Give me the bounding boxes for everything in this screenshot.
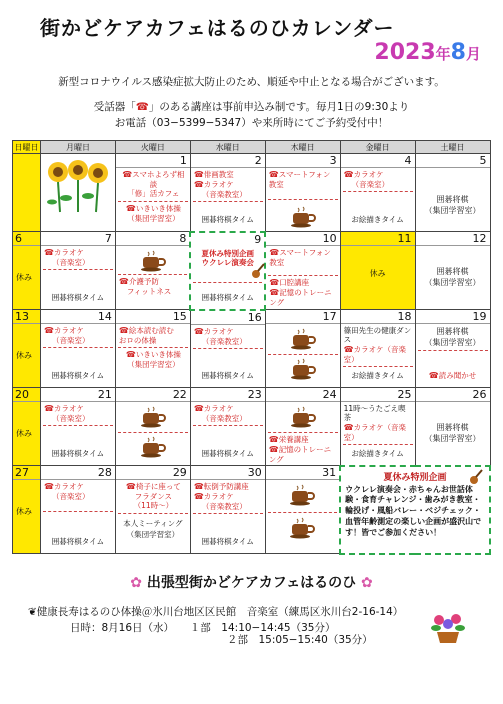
month-number: 8 xyxy=(450,40,466,65)
phone-icon: ☎ xyxy=(269,288,280,298)
phone-icon: ☎ xyxy=(343,344,354,354)
calendar-table xyxy=(12,140,491,555)
sunflower-icon xyxy=(46,158,110,214)
day-cell-14: 14 ☎カラオケ （音楽室） 囲碁将棋タイム xyxy=(41,310,116,388)
phone-icon: ☎ xyxy=(428,371,439,380)
day-cell-4: 4 ☎カラオケ （音楽室） お絵描きタイム xyxy=(340,154,415,232)
phone-icon: ☎ xyxy=(269,278,280,288)
day-cell-7: 7 ☎カラオケ （音楽室） 囲碁将棋タイム xyxy=(41,232,116,310)
day-cell-empty-mon xyxy=(41,154,116,232)
phone-icon: ☎ xyxy=(268,170,279,179)
coffee-cup-icon xyxy=(290,406,316,428)
month-suffix: 月 xyxy=(465,45,481,63)
year-number: 2023 xyxy=(374,40,436,65)
day-cell-10: 10 ☎スマートフォン教室 ☎口腔講座 ☎記憶のトレーニング xyxy=(265,232,340,310)
day-cell-8: 8 ☎介護予防 フィットネス xyxy=(115,232,190,310)
day-cell-empty xyxy=(13,154,41,232)
leaf-icon: ❦ xyxy=(28,606,37,618)
phone-icon: ☎ xyxy=(44,248,54,257)
flower-pot-icon xyxy=(430,612,466,644)
weekday-fri: 金曜日 xyxy=(340,141,415,154)
footer-date: 日時：8月16日（水） １部 14:10−14:45（35分） xyxy=(70,622,336,634)
day-cell-13: 13 休み xyxy=(13,310,41,388)
summer-event-body: ウクレレ演奏会・赤ちゃんお世話体験・食育チャレンジ・歯みがき教室・輪投げ・風船バレー・ベジチェック・血管年齢測定の楽しい企画が盛沢山です！皆でご参加ください！ xyxy=(345,484,482,537)
day-cell-6: 6 休み xyxy=(13,232,41,310)
day-cell-22: 22 xyxy=(115,388,190,466)
day-cell-12: 12 囲碁将棋 （集団学習室） xyxy=(415,232,490,310)
ukulele-icon xyxy=(469,469,483,485)
day-cell-24: 24 ☎栄養講座 ☎記憶のトレーニング xyxy=(265,388,340,466)
phone-icon: ☎ xyxy=(44,482,54,491)
phone-icon: ☎ xyxy=(343,422,354,432)
day-cell-23: 23 ☎カラオケ （音楽教室） 囲碁将棋タイム xyxy=(190,388,265,466)
weekday-header-row xyxy=(13,141,491,154)
day-cell-31: 31 xyxy=(265,466,340,554)
calendar-title: 街かどケアカフェはるのひカレンダー xyxy=(40,16,395,40)
day-cell-15: 15 ☎絵本読む読む おロの体操 ☎いきいき体操 （集団学習室） xyxy=(115,310,190,388)
phone-icon: ☎ xyxy=(193,180,204,189)
day-cell-26: 26 囲碁将棋 （集団学習室） xyxy=(415,388,490,466)
coffee-cup-icon xyxy=(140,250,166,272)
phone-icon: ☎ xyxy=(135,101,149,113)
footer-venue: ❦健康長寿はるのひ体操＠氷川台地区区民館 音楽室（練馬区氷川台2-16-14） xyxy=(28,606,404,618)
month-label xyxy=(374,40,481,65)
ukulele-icon xyxy=(251,263,265,279)
phone-icon: ☎ xyxy=(118,277,129,286)
phone-icon: ☎ xyxy=(269,248,280,257)
notice-phone: お電話（03−5399−5347）や来所時にてご予約受付中！ xyxy=(114,117,389,129)
day-cell-1: 1 ☎スマホよろず相談 「修」活カフェ ☎いきいき体操 （集団学習室） xyxy=(115,154,190,232)
day-cell-3: 3 ☎スマートフォン教室 xyxy=(265,154,340,232)
weekday-sat: 土曜日 xyxy=(415,141,490,154)
day-cell-18: 18 篠田先生の健康ダンス ☎カラオケ（音楽室） お絵描きタイム xyxy=(340,310,415,388)
phone-icon: ☎ xyxy=(193,482,204,491)
coffee-cup-icon xyxy=(289,484,315,506)
notice-covid: 新型コロナウイルス感染症拡大防止のため、順延や中止となる場合がございます。 xyxy=(58,76,445,88)
flower-icon: ✿ xyxy=(360,575,373,591)
phone-icon: ☎ xyxy=(118,326,129,335)
phone-icon: ☎ xyxy=(44,404,54,413)
day-cell-29: 29 ☎椅子に座って フラダンス （11時〜） 本人ミーティング （集団学習室） xyxy=(115,466,190,554)
notice-reservation: 受話器「☎」のある講座は事前申込み制です。毎月1日の9:30より xyxy=(93,101,410,113)
day-cell-20: 20 休み xyxy=(13,388,41,466)
phone-icon: ☎ xyxy=(125,203,136,213)
day-cell-25: 25 11時〜うたごえ喫茶 ☎カラオケ（音楽室） お絵描きタイム xyxy=(340,388,415,466)
phone-icon: ☎ xyxy=(193,326,204,336)
phone-icon: ☎ xyxy=(193,170,204,179)
weekday-mon: 月曜日 xyxy=(41,141,116,154)
weekday-tue: 火曜日 xyxy=(115,141,190,154)
phone-icon: ☎ xyxy=(193,492,204,501)
week-row-5 xyxy=(13,466,491,554)
phone-icon: ☎ xyxy=(268,435,279,444)
day-cell-30: 30 ☎転倒予防講座 ☎カラオケ （音楽教室） 囲碁将棋タイム xyxy=(190,466,265,554)
day-cell-16: 16 ☎カラオケ （音楽教室） 囲碁将棋タイム xyxy=(190,310,265,388)
week-row-4 xyxy=(13,388,491,466)
phone-icon: ☎ xyxy=(193,404,204,413)
footer-session-2: ２部 15:05−15:40（35分） xyxy=(227,634,373,646)
phone-icon: ☎ xyxy=(125,482,136,491)
week-row-1 xyxy=(13,154,491,232)
phone-icon: ☎ xyxy=(44,326,54,335)
day-cell-5: 5 囲碁将棋 （集団学習室） xyxy=(415,154,490,232)
summer-event-box xyxy=(340,466,490,554)
weekday-sun: 日曜日 xyxy=(14,142,39,152)
day-cell-27: 27 休み xyxy=(13,466,41,554)
summer-event-title: 夏休み特別企画 xyxy=(383,472,447,483)
coffee-cup-icon xyxy=(290,206,316,228)
phone-icon: ☎ xyxy=(343,170,354,179)
flower-icon: ✿ xyxy=(130,575,143,591)
phone-icon: ☎ xyxy=(122,170,133,179)
week-row-2 xyxy=(13,232,491,310)
day-cell-19: 19 囲碁将棋 （集団学習室） ☎読み聞かせ xyxy=(415,310,490,388)
phone-icon: ☎ xyxy=(125,350,136,360)
day-cell-28: 28 ☎カラオケ （音楽室） 囲碁将棋タイム xyxy=(41,466,116,554)
day-cell-21: 21 ☎カラオケ （音楽室） 囲碁将棋タイム xyxy=(41,388,116,466)
week-row-3 xyxy=(13,310,491,388)
year-suffix: 年 xyxy=(435,45,451,63)
coffee-cup-icon xyxy=(140,436,166,458)
footer-title: ✿ 出張型街かどケアカフェはるのひ ✿ xyxy=(130,575,373,591)
coffee-cup-icon xyxy=(290,328,316,350)
coffee-cup-icon xyxy=(290,358,316,380)
day-cell-17: 17 xyxy=(265,310,340,388)
phone-icon: ☎ xyxy=(268,445,279,454)
weekday-wed: 水曜日 xyxy=(190,141,265,154)
day-cell-2: 2 ☎俳画教室 ☎カラオケ （音楽教室） 囲碁将棋タイム xyxy=(190,154,265,232)
coffee-cup-icon xyxy=(140,406,166,428)
weekday-thu: 木曜日 xyxy=(265,141,340,154)
day-cell-9: 9 夏休み特別企画 ウクレレ演奏会 囲碁将棋タイム xyxy=(190,232,265,310)
day-cell-11: 11 休み xyxy=(340,232,415,310)
coffee-cup-icon xyxy=(289,517,315,539)
